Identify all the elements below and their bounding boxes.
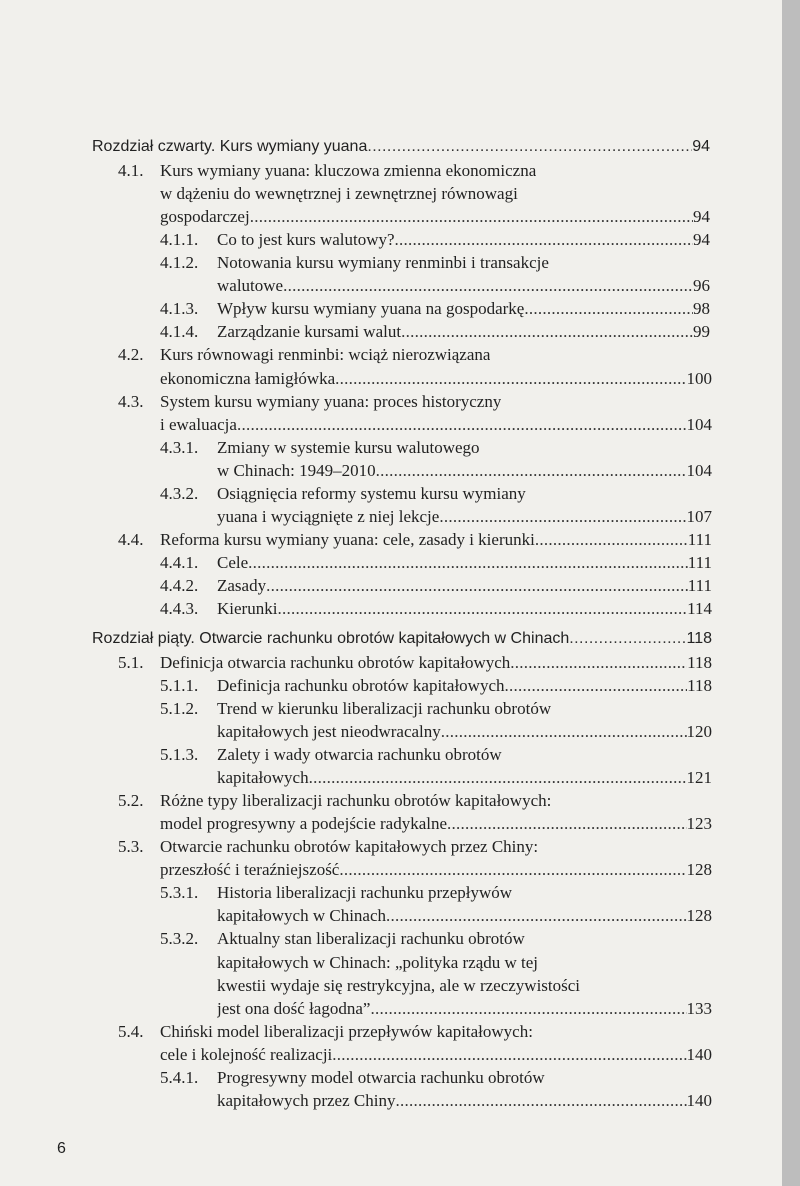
- toc-entry: [217, 953, 538, 975]
- toc-entry: [160, 230, 710, 252]
- toc-entry-page: 133: [686, 999, 712, 1018]
- toc-entry-title: kapitałowych przez Chiny: [217, 1091, 396, 1110]
- toc-entry: [160, 860, 712, 882]
- toc-entry-title: walutowe: [217, 276, 284, 295]
- toc-entry: [217, 461, 712, 483]
- toc-entry-number: 5.1.1.: [160, 676, 199, 695]
- toc-entry-page: 111: [687, 530, 712, 549]
- toc-entry-number: 4.4.3.: [160, 599, 199, 618]
- toc-entry-title: Aktualny stan liberalizacji rachunku obrotów: [217, 929, 525, 948]
- toc-entry-title: ekonomiczna łamigłówka: [160, 369, 336, 388]
- toc-entry: [160, 929, 525, 951]
- toc-entry: [92, 138, 710, 160]
- toc-entry-page: 114: [687, 599, 712, 618]
- toc-entry-title: Rozdział piąty. Otwarcie rachunku obrotów kapitałowych w Chinach: [92, 630, 570, 647]
- toc-leader-dots: [510, 653, 687, 673]
- toc-entry-page: 107: [686, 507, 712, 526]
- toc-entry-page: 104: [686, 415, 712, 434]
- toc-entry: [160, 814, 712, 836]
- toc-entry-title: yuana i wyciągnięte z niej lekcje: [217, 507, 440, 526]
- toc-entry: [160, 599, 712, 621]
- toc-leader-dots: [283, 276, 693, 296]
- toc-entry: [118, 161, 536, 183]
- toc-entry-title: Kierunki: [217, 599, 278, 618]
- toc-entry: [160, 415, 712, 437]
- toc-entry-page: 100: [686, 369, 712, 388]
- toc-entry-title: w Chinach: 1949–2010: [217, 461, 376, 480]
- toc-entry: [217, 507, 712, 529]
- toc-entry: [160, 553, 712, 575]
- toc-entry: [217, 976, 580, 998]
- toc-entry-title: Zarządzanie kursami walut: [217, 322, 402, 341]
- toc-entry-page: 128: [686, 906, 712, 925]
- toc-leader-dots: [309, 768, 687, 788]
- toc-leader-dots: [376, 461, 687, 481]
- toc-entry-title: Historia liberalizacji rachunku przepływów: [217, 883, 513, 902]
- toc-entry-title: Różne typy liberalizacji rachunku obrotów kapitałowych:: [160, 791, 552, 810]
- toc-entry: [217, 1091, 712, 1113]
- toc-entry-page: 120: [686, 722, 712, 741]
- toc-leader-dots: [505, 676, 688, 696]
- toc-entry-title: Wpływ kursu wymiany yuana na gospodarkę: [217, 299, 525, 318]
- toc-entry: [160, 369, 712, 391]
- toc-entry-number: 4.4.: [118, 530, 144, 549]
- toc-leader-dots: [237, 415, 687, 435]
- toc-entry-title: Zasady: [217, 576, 267, 595]
- toc-entry-number: 5.2.: [118, 791, 144, 810]
- toc-leader-dots: [339, 860, 686, 880]
- toc-entry-number: 4.1.4.: [160, 322, 199, 341]
- toc-entry-title: Progresywny model otwarcia rachunku obrotów: [217, 1068, 545, 1087]
- toc-entry-page: 123: [686, 814, 712, 833]
- toc-entry-page: 118: [687, 653, 712, 672]
- toc-entry: [160, 438, 480, 460]
- toc-leader-dots: [439, 507, 686, 527]
- toc-entry: [160, 1045, 712, 1067]
- toc-entry: [217, 768, 712, 790]
- toc-entry-title: Trend w kierunku liberalizacji rachunku obrotów: [217, 699, 552, 718]
- toc-entry-number: 4.4.2.: [160, 576, 199, 595]
- toc-entry-title: System kursu wymiany yuana: proces historyczny: [160, 392, 502, 411]
- toc-entry: [118, 345, 490, 367]
- toc-leader-dots: [370, 999, 686, 1019]
- toc-entry: [160, 207, 710, 229]
- toc-entry-number: 4.1.2.: [160, 253, 199, 272]
- toc-entry-title: Cele: [217, 553, 249, 572]
- toc-entry: [92, 630, 712, 652]
- toc-entry-title: cele i kolejność realizacji: [160, 1045, 333, 1064]
- toc-entry: [160, 699, 551, 721]
- toc-leader-dots: [441, 722, 687, 742]
- toc-leader-dots: [277, 599, 687, 619]
- toc-entry-number: 5.4.: [118, 1022, 144, 1041]
- toc-entry-page: 104: [686, 461, 712, 480]
- toc-leader-dots: [367, 138, 692, 156]
- toc-entry-number: 4.2.: [118, 345, 144, 364]
- toc-entry: [118, 1022, 533, 1044]
- toc-entry-page: 94: [693, 230, 710, 249]
- toc-entry: [118, 837, 538, 859]
- toc-entry-number: 4.3.: [118, 392, 144, 411]
- toc-entry-title: gospodarczej: [160, 207, 250, 226]
- toc-entry-number: 5.3.2.: [160, 929, 199, 948]
- toc-entry: [217, 276, 710, 298]
- toc-entry-title: Rozdział czwarty. Kurs wymiany yuana: [92, 138, 368, 155]
- toc-entry-title: kapitałowych: [217, 768, 309, 787]
- toc-entry: [160, 883, 512, 905]
- toc-entry-number: 4.3.2.: [160, 484, 199, 503]
- toc-entry-number: 5.3.1.: [160, 883, 199, 902]
- toc-entry-page: 99: [693, 322, 710, 341]
- toc-entry-title: Definicja otwarcia rachunku obrotów kapitałowych: [160, 653, 511, 672]
- toc-entry: [160, 576, 712, 598]
- toc-entry: [118, 653, 712, 675]
- toc-entry-title: kapitałowych w Chinach: „polityka rządu w tej: [217, 953, 539, 972]
- toc-entry-title: Notowania kursu wymiany renminbi i transakcje: [217, 253, 549, 272]
- toc-entry: [217, 999, 712, 1021]
- toc-entry-title: Kurs wymiany yuana: kluczowa zmienna ekonomiczna: [160, 161, 537, 180]
- toc-entry-number: 4.1.3.: [160, 299, 199, 318]
- toc-entry-page: 111: [687, 576, 712, 595]
- toc-entry-title: i ewaluacja: [160, 415, 237, 434]
- toc-entry: [160, 745, 502, 767]
- toc-leader-dots: [395, 230, 693, 250]
- toc-entry-page: 94: [693, 207, 710, 226]
- toc-entry-title: przeszłość i teraźniejszość: [160, 860, 340, 879]
- toc-entry: [160, 1068, 545, 1090]
- toc-leader-dots: [335, 369, 686, 389]
- toc-entry-title: kwestii wydaje się restrykcyjna, ale w rzeczywistości: [217, 976, 581, 995]
- toc-entry: [217, 722, 712, 744]
- toc-entry: [160, 184, 518, 206]
- toc-entry-title: Kurs równowagi renminbi: wciąż nierozwiązana: [160, 345, 491, 364]
- toc-leader-dots: [395, 1091, 686, 1111]
- toc-entry-number: 4.1.: [118, 161, 144, 180]
- toc-entry-title: w dążeniu do wewnętrznej i zewnętrznej równowagi: [160, 184, 518, 203]
- toc-entry: [118, 791, 551, 813]
- toc-entry: [160, 253, 549, 275]
- toc-entry: [217, 906, 712, 928]
- toc-leader-dots: [401, 322, 693, 342]
- toc-entry-number: 5.4.1.: [160, 1068, 199, 1087]
- toc-leader-dots: [248, 553, 688, 573]
- toc-leader-dots: [332, 1045, 686, 1065]
- toc-entry: [160, 676, 712, 698]
- toc-entry: [160, 299, 710, 321]
- toc-entry-title: Co to jest kurs walutowy?: [217, 230, 395, 249]
- toc-leader-dots: [250, 207, 693, 227]
- toc-leader-dots: [447, 814, 686, 834]
- toc-leader-dots: [524, 299, 693, 319]
- toc-entry-page: 118: [686, 630, 712, 647]
- toc-entry-number: 5.1.2.: [160, 699, 199, 718]
- toc-entry-title: model progresywny a podejście radykalne: [160, 814, 448, 833]
- toc-entry-title: jest ona dość łagodna”: [217, 999, 371, 1018]
- toc-leader-dots: [535, 530, 688, 550]
- toc-entry-page: 140: [686, 1045, 712, 1064]
- page-number: 6: [57, 1140, 66, 1157]
- toc-entry-page: 128: [686, 860, 712, 879]
- toc-leader-dots: [266, 576, 688, 596]
- toc-entry-page: 98: [693, 299, 710, 318]
- toc-entry-page: 94: [692, 138, 710, 155]
- toc-entry-title: Reforma kursu wymiany yuana: cele, zasady i kierunki: [160, 530, 535, 549]
- toc-entry-title: Definicja rachunku obrotów kapitałowych: [217, 676, 505, 695]
- toc-entry-number: 5.3.: [118, 837, 144, 856]
- toc-entry-title: Chiński model liberalizacji przepływów kapitałowych:: [160, 1022, 533, 1041]
- toc-entry-title: Otwarcie rachunku obrotów kapitałowych przez Chiny:: [160, 837, 539, 856]
- toc-entry: [118, 530, 712, 552]
- toc-entry-title: kapitałowych w Chinach: [217, 906, 387, 925]
- toc-entry-title: Osiągnięcia reformy systemu kursu wymiany: [217, 484, 526, 503]
- toc-entry: [160, 484, 526, 506]
- toc-entry-number: 4.4.1.: [160, 553, 199, 572]
- toc-leader-dots: [386, 906, 686, 926]
- toc-entry-page: 111: [687, 553, 712, 572]
- toc-leader-dots: [569, 630, 686, 648]
- toc-entry-number: 4.1.1.: [160, 230, 199, 249]
- toc-entry-page: 118: [687, 676, 712, 695]
- toc-entry-number: 4.3.1.: [160, 438, 199, 457]
- toc-entry: [160, 322, 710, 344]
- toc-entry-title: Zalety i wady otwarcia rachunku obrotów: [217, 745, 502, 764]
- toc-entry-title: kapitałowych jest nieodwracalny: [217, 722, 441, 741]
- page-edge: [782, 0, 800, 1186]
- toc-entry-page: 96: [693, 276, 710, 295]
- toc-entry-page: 121: [686, 768, 712, 787]
- toc-entry: [118, 392, 501, 414]
- toc-entry-number: 5.1.: [118, 653, 144, 672]
- toc-entry-number: 5.1.3.: [160, 745, 199, 764]
- toc-entry-title: Zmiany w systemie kursu walutowego: [217, 438, 480, 457]
- toc-entry-page: 140: [686, 1091, 712, 1110]
